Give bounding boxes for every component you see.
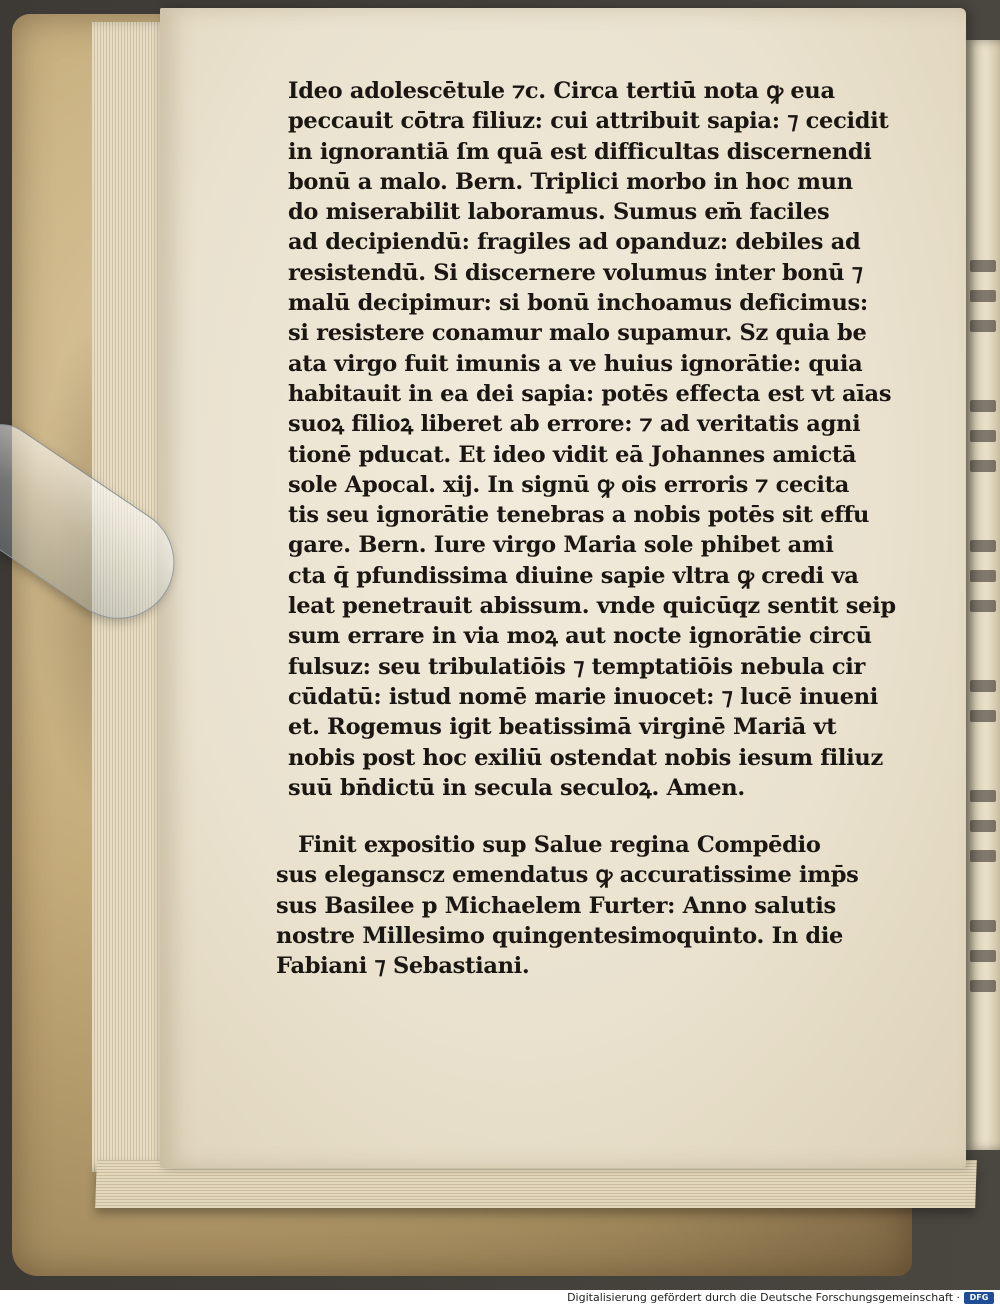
text-line: in ignorantiā ſm quā est difficultas discernendi bbox=[288, 138, 872, 165]
colophon-line: sus eleganscz emendatus ꝙ accuratissime imp̄s bbox=[276, 862, 859, 889]
text-line: sole Apocal. xij. In signū ꝙ ois erroris ⁊ cecita bbox=[288, 471, 850, 498]
facing-page-text-fragment bbox=[970, 540, 996, 552]
colophon-line: Finit expositio sup Salue regina Compēdio bbox=[298, 832, 821, 858]
colophon-line: Fabiani ⁊ Sebastiani. bbox=[276, 953, 530, 980]
facing-page-text-fragment bbox=[970, 980, 996, 992]
colophon-line: sus Basilee p Michaelem Furter: Anno salutis bbox=[276, 892, 836, 919]
facing-page-text-fragment bbox=[970, 320, 996, 332]
facing-page-text-fragment bbox=[970, 260, 996, 272]
facing-page-edge bbox=[966, 40, 1000, 1150]
facing-page-text-fragment bbox=[970, 600, 996, 612]
facing-page-text-fragment bbox=[970, 570, 996, 582]
text-line: gare. Bern. Iure virgo Maria sole phibet ami bbox=[288, 532, 834, 559]
text-line: suū bn̄dictū in secula seculoꝝ. Amen. bbox=[288, 774, 745, 801]
text-line: si resistere conamur malo supamur. Sz quia be bbox=[288, 320, 867, 347]
colophon-text bbox=[276, 830, 886, 981]
text-line: tionē pducat. Et ideo vidit eā Johannes amictā bbox=[288, 441, 857, 468]
text-line: ad decipiendū: fragiles ad opanduz: debiles ad bbox=[288, 229, 861, 256]
text-line: leat penetrauit abissum. vnde quicūqz sentit seip bbox=[288, 593, 896, 620]
text-line: resistendū. Si discernere volumus inter bonū ⁊ bbox=[288, 259, 863, 286]
facing-page-text-fragment bbox=[970, 400, 996, 412]
text-line: Ideo adolescētule ⁊c. Circa tertiū nota ꝙ eua bbox=[288, 78, 835, 104]
facing-page-text-fragment bbox=[970, 850, 996, 862]
colophon-line: nostre Millesimo quingentesimoquinto. In die bbox=[276, 922, 844, 949]
facing-page-text-fragment bbox=[970, 430, 996, 442]
footer-credit: Digitalisierung gefördert durch die Deutsche Forschungsgemeinschaft · bbox=[567, 1291, 960, 1304]
text-line: suoꝝ filioꝝ liberet ab errore: ⁊ ad veritatis agni bbox=[288, 411, 861, 438]
text-line: sum errare in via moꝝ aut nocte ignorātie circū bbox=[288, 623, 872, 650]
facing-page-text-fragment bbox=[970, 460, 996, 472]
text-line: cta q̄ pfundissima diuine sapie vltra ꝙ credi va bbox=[288, 562, 859, 589]
page-body-text bbox=[288, 76, 896, 803]
text-line: ata virgo fuit imunis a ve huius ignorātie: quia bbox=[288, 350, 863, 377]
facing-page-text-fragment bbox=[970, 290, 996, 302]
facing-page-text-fragment bbox=[970, 820, 996, 832]
text-line: peccauit cōtra filiuz: cui attribuit sapia: ⁊ cecidit bbox=[288, 108, 889, 135]
text-line: habitauit in ea dei sapia: potēs effecta est vt aīas bbox=[288, 380, 892, 407]
text-line: nobis post hoc exiliū ostendat nobis iesum filiuz bbox=[288, 744, 883, 771]
text-line: malū decipimur: si bonū inchoamus deficimus: bbox=[288, 290, 868, 317]
text-line: cūdatū: istud nomē marie inuocet: ⁊ lucē inueni bbox=[288, 683, 879, 710]
text-line: do miserabilit laboramus. Sumus em̄ faciles bbox=[288, 199, 830, 226]
facing-page-text-fragment bbox=[970, 950, 996, 962]
facing-page-text-fragment bbox=[970, 680, 996, 692]
text-line: bonū a malo. Bern. Triplici morbo in hoc mun bbox=[288, 168, 853, 195]
footer-bar bbox=[0, 1290, 1000, 1306]
text-line: fulsuz: seu tribulatiōis ⁊ temptatiōis nebula cir bbox=[288, 653, 866, 680]
text-line: et. Rogemus igit beatissimā virginē Mariā vt bbox=[288, 714, 837, 741]
facing-page-text-fragment bbox=[970, 920, 996, 932]
text-line: tis seu ignorātie tenebras a nobis potēs sit effu bbox=[288, 502, 870, 529]
dfg-logo: DFG bbox=[964, 1292, 994, 1304]
facing-page-text-fragment bbox=[970, 790, 996, 802]
facing-page-text-fragment bbox=[970, 710, 996, 722]
